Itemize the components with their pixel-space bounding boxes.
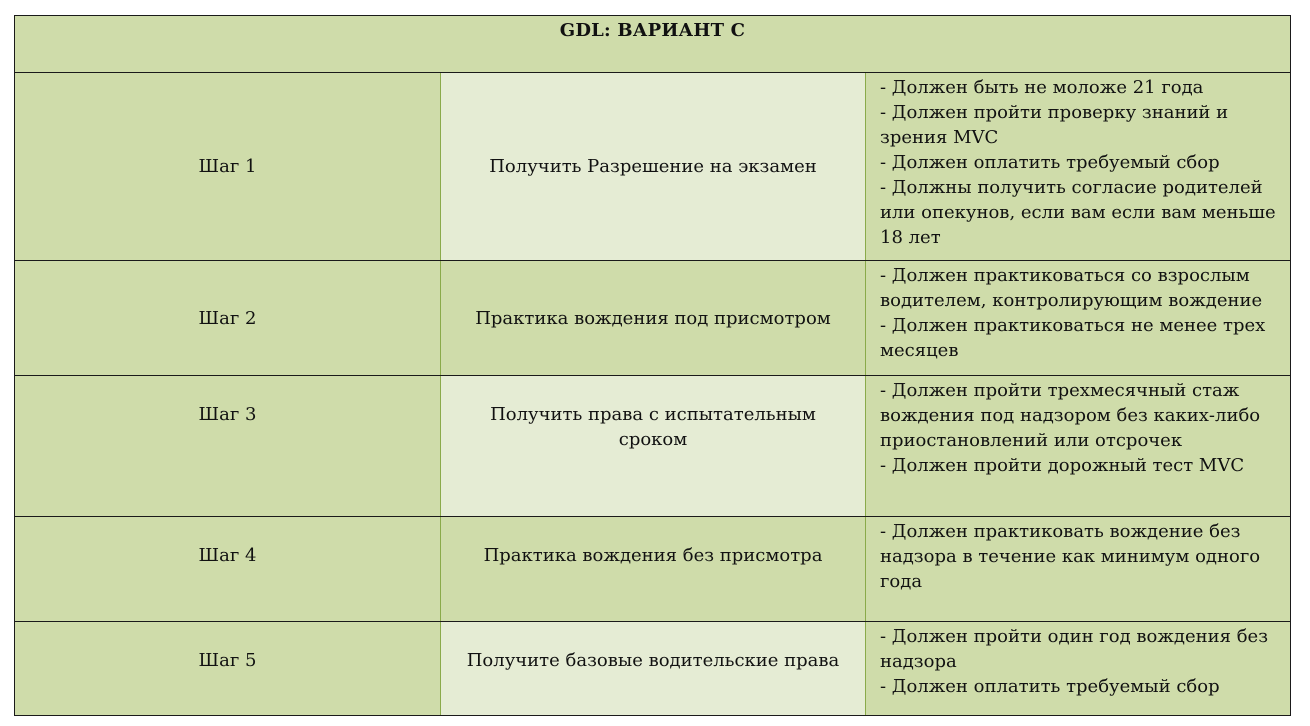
action-label: Практика вождения без присмотра	[483, 545, 823, 566]
requirements-cell	[866, 261, 1290, 375]
requirement-item: - Должен практиковать вождение без надзора в течение как минимум одного года	[880, 521, 1261, 592]
step-label: Шаг 1	[198, 156, 257, 177]
requirement-item: - Должен быть не моложе 21 года	[880, 77, 1204, 98]
step-cell	[15, 517, 440, 621]
action-cell	[440, 73, 866, 260]
table-row	[15, 376, 1290, 517]
action-cell	[440, 261, 866, 375]
step-label: Шаг 4	[198, 545, 257, 566]
requirements-cell	[866, 517, 1290, 621]
table-row	[15, 261, 1290, 376]
requirement-item: - Должен оплатить требуемый сбор	[880, 676, 1220, 697]
step-cell	[15, 622, 440, 715]
action-label: Практика вождения под присмотром	[475, 307, 831, 329]
step-cell	[15, 73, 440, 260]
action-label: Получить Разрешение на экзамен	[489, 156, 817, 177]
requirements-cell	[866, 622, 1290, 715]
table-row	[15, 73, 1290, 261]
requirements-cell	[866, 376, 1290, 516]
requirement-item: - Должен пройти проверку знаний и зрения MVC	[880, 102, 1229, 148]
requirement-item: - Должен пройти дорожный тест MVC	[880, 455, 1245, 476]
requirement-item: - Должен практиковаться не менее трех месяцев	[880, 315, 1266, 361]
table-row	[15, 622, 1290, 715]
action-label: Получите базовые водительские права	[466, 650, 840, 671]
table-title: GDL: ВАРИАНТ C	[559, 20, 746, 41]
table-row	[15, 517, 1290, 622]
step-cell	[15, 376, 440, 516]
step-label: Шаг 5	[198, 650, 257, 671]
action-label: Получить права с испытательным сроком	[490, 404, 816, 450]
requirements-cell	[866, 73, 1290, 260]
requirement-item: - Должен практиковаться со взрослым водителем, контролирующим вождение	[880, 265, 1263, 311]
action-cell	[440, 622, 866, 715]
step-label: Шаг 2	[198, 307, 257, 329]
action-cell	[440, 517, 866, 621]
action-cell	[440, 376, 866, 516]
step-label: Шаг 3	[198, 404, 257, 425]
step-cell	[15, 261, 440, 375]
gdl-table	[14, 15, 1291, 716]
table-title-row	[15, 16, 1290, 73]
requirement-item: - Должны получить согласие родителей или опекунов, если вам если вам меньше 18 лет	[880, 177, 1276, 248]
requirement-item: - Должен пройти один год вождения без надзора	[880, 626, 1269, 672]
requirement-item: - Должен оплатить требуемый сбор	[880, 152, 1220, 173]
requirement-item: - Должен пройти трехмесячный стаж вождения под надзором без каких-либо приостановлений или отсрочек	[880, 380, 1261, 451]
